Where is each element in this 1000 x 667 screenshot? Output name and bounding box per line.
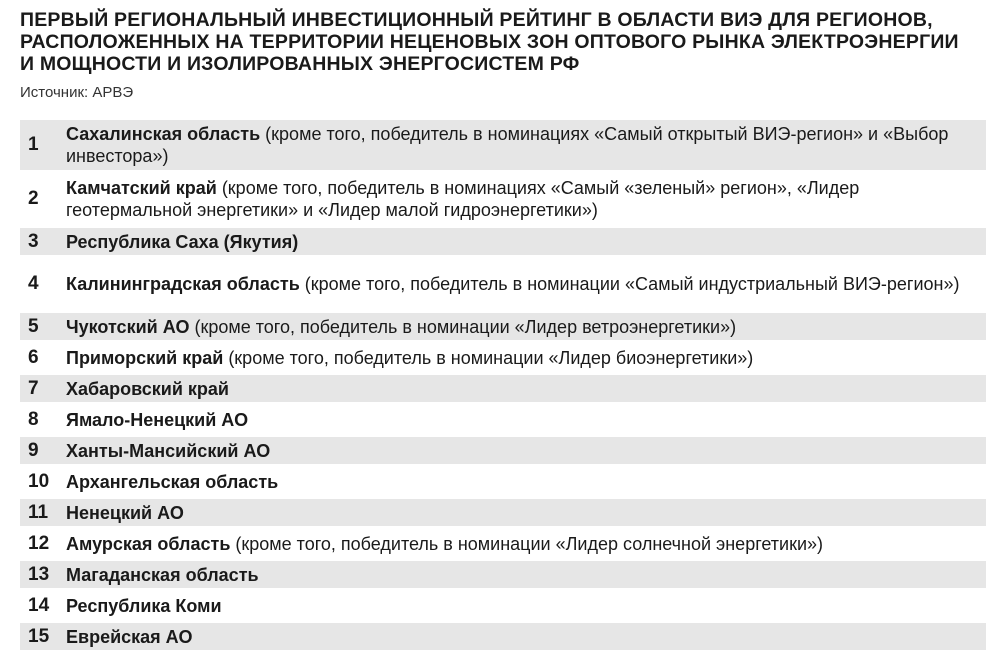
row-text — [66, 626, 986, 648]
region-name: Чукотский АО — [66, 316, 190, 337]
table-row — [20, 530, 986, 557]
region-name: Ненецкий АО — [66, 502, 184, 523]
table-row — [20, 406, 986, 433]
rank-number: 14 — [28, 594, 50, 616]
region-note: (кроме того, победитель в номинации «Лидер ветроэнергетики») — [189, 316, 737, 337]
rank-number: 5 — [28, 315, 39, 337]
table-row — [20, 437, 986, 464]
region-name: Приморский край — [66, 347, 224, 368]
rank-number: 11 — [28, 501, 49, 523]
table-row — [20, 468, 986, 495]
title-line-3: И МОЩНОСТИ И ИЗОЛИРОВАННЫХ ЭНЕРГОСИСТЕМ РФ — [20, 53, 580, 75]
row-text — [66, 564, 986, 586]
table-row — [20, 499, 986, 526]
table-row — [20, 344, 986, 371]
rank-number: 4 — [28, 273, 39, 294]
rank-number: 12 — [28, 532, 50, 554]
region-name: Республика Коми — [66, 595, 222, 616]
region-note: (кроме того, победитель в номинации «Самый индустриальный ВИЭ-регион») — [299, 274, 960, 294]
rank-number: 7 — [28, 377, 39, 399]
region-name: Сахалинская область — [66, 124, 261, 144]
rank-number: 2 — [28, 188, 39, 209]
rank-number: 13 — [28, 563, 50, 585]
region-name: Архангельская область — [66, 471, 279, 492]
row-text — [66, 378, 986, 400]
region-name: Ханты-Мансийский АО — [66, 440, 271, 461]
row-text — [66, 533, 986, 555]
region-note: (кроме того, победитель в номинациях «Самый открытый ВИЭ-регион» и «Выбор инвестора») — [66, 124, 949, 166]
region-name: Ямало-Ненецкий АО — [66, 409, 249, 430]
rank-number: 1 — [28, 134, 39, 155]
title-line-2: РАСПОЛОЖЕННЫХ НА ТЕРРИТОРИИ НЕЦЕНОВЫХ ЗОН ОПТОВОГО РЫНКА ЭЛЕКТРОЭНЕРГИИ — [20, 31, 959, 53]
region-name: Камчатский край — [66, 178, 217, 198]
page-title — [20, 9, 980, 75]
table-row — [20, 592, 986, 619]
row-text — [66, 347, 986, 369]
region-name: Еврейская АО — [66, 626, 193, 647]
region-name: Магаданская область — [66, 564, 259, 585]
rank-number: 6 — [28, 346, 39, 368]
rank-number: 9 — [28, 439, 39, 461]
rank-number: 3 — [28, 230, 39, 252]
region-note: (кроме того, победитель в номинации «Лидер биоэнергетики») — [223, 347, 754, 368]
row-text — [66, 471, 986, 493]
rank-number: 10 — [28, 470, 50, 492]
region-note: (кроме того, победитель в номинациях «Самый «зеленый» регион», «Лидер геотермальной энергетики» и «Лидер малой гидроэнергетики») — [66, 178, 860, 220]
row-text — [66, 409, 986, 431]
source-note: Источник: АРВЭ — [20, 84, 134, 101]
table-row — [20, 174, 986, 224]
row-text — [66, 440, 986, 462]
row-text — [66, 595, 986, 617]
table-row — [20, 259, 986, 309]
table-row — [20, 228, 986, 255]
row-text — [66, 177, 986, 221]
row-text — [66, 316, 986, 338]
region-name: Хабаровский край — [66, 378, 229, 399]
table-row — [20, 120, 986, 170]
region-name: Амурская область — [66, 533, 231, 554]
region-name: Республика Саха (Якутия) — [66, 231, 299, 252]
row-text — [66, 231, 986, 253]
table-row — [20, 623, 986, 650]
rating-table — [20, 120, 986, 654]
table-row — [20, 375, 986, 402]
row-text — [66, 502, 986, 524]
rank-number: 15 — [28, 625, 50, 647]
table-row — [20, 313, 986, 340]
region-name: Калининградская область — [66, 274, 300, 294]
title-line-1: ПЕРВЫЙ РЕГИОНАЛЬНЫЙ ИНВЕСТИЦИОННЫЙ РЕЙТИНГ В ОБЛАСТИ ВИЭ ДЛЯ РЕГИОНОВ, — [20, 9, 933, 31]
row-text — [66, 273, 986, 295]
rank-number: 8 — [28, 408, 39, 430]
table-row — [20, 561, 986, 588]
row-text — [66, 123, 986, 167]
region-note: (кроме того, победитель в номинации «Лидер солнечной энергетики») — [230, 533, 824, 554]
